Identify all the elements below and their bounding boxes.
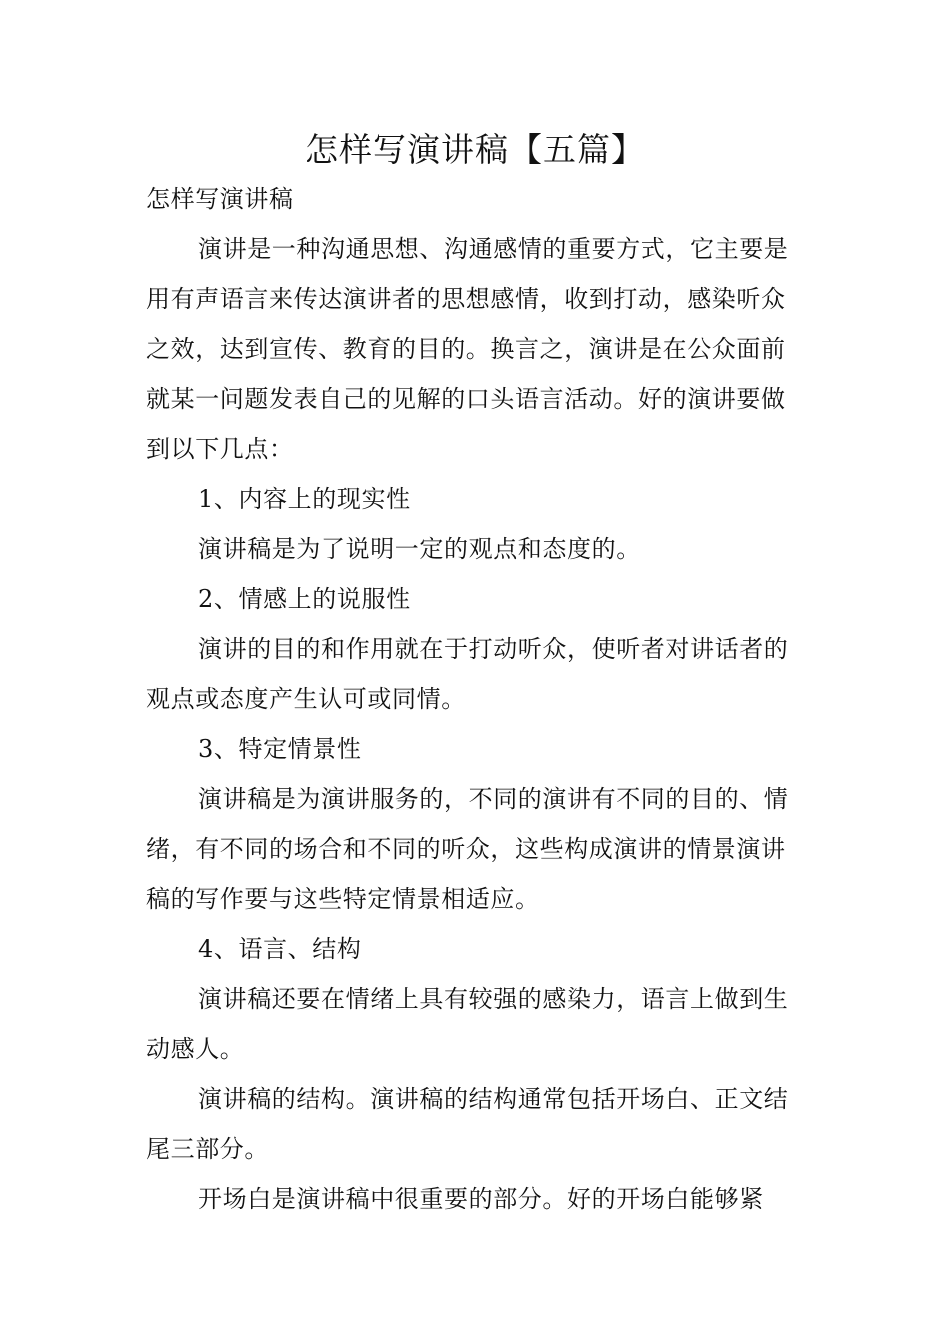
body-paragraph: 开场白是演讲稿中很重要的部分。好的开场白能够紧	[198, 1185, 764, 1213]
body-paragraph: 演讲的目的和作用就在于打动听众，使听者对讲话者的观点或态度产生认可或同情。	[146, 635, 789, 713]
body-paragraph: 演讲稿还要在情绪上具有较强的感染力，语言上做到生动感人。	[146, 985, 789, 1063]
section-heading: 2、情感上的说服性	[198, 585, 411, 613]
subtitle-paragraph: 怎样写演讲稿	[146, 185, 294, 213]
body-paragraph: 演讲稿的结构。演讲稿的结构通常包括开场白、正文结尾三部分。	[146, 1085, 789, 1163]
section-heading: 1、内容上的现实性	[198, 485, 411, 513]
section-heading: 3、特定情景性	[198, 735, 362, 763]
section-heading: 4、语言、结构	[198, 935, 362, 963]
body-paragraph: 演讲稿是为演讲服务的，不同的演讲有不同的目的、情绪，有不同的场合和不同的听众，这些构成演讲的情景演讲稿的写作要与这些特定情景相适应。	[146, 785, 789, 913]
document-title: 怎样写演讲稿【五篇】	[305, 130, 645, 169]
document-body	[146, 174, 810, 1224]
body-paragraph: 演讲稿是为了说明一定的观点和态度的。	[198, 535, 641, 563]
body-paragraph: 演讲是一种沟通思想、沟通感情的重要方式，它主要是用有声语言来传达演讲者的思想感情，收到打动，感染听众之效，达到宣传、教育的目的。换言之，演讲是在公众面前就某一问题发表自己的见解的口头语言活动。好的演讲要做到以下几点：	[146, 235, 789, 463]
